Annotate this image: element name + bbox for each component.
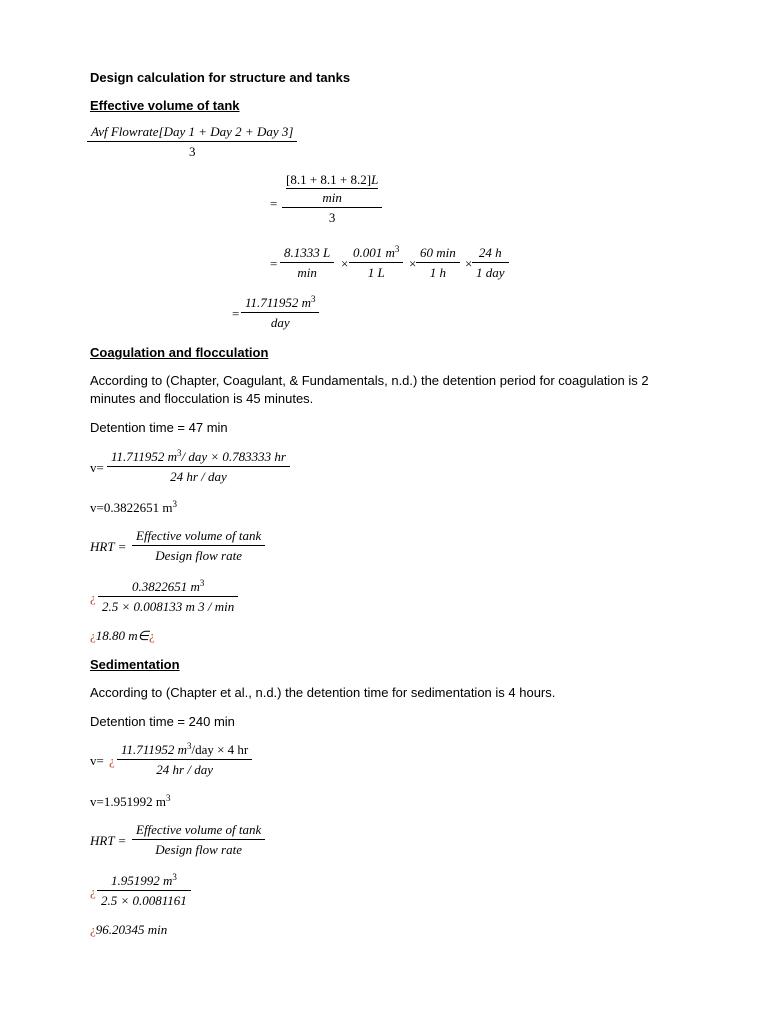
coag-hrt-fraction xyxy=(134,528,263,564)
step2-fraction-2 xyxy=(351,245,401,281)
equals-sign: = xyxy=(270,256,278,271)
coag-v-fraction xyxy=(109,449,288,485)
coagulation-detention-time: Detention time = 47 min xyxy=(90,420,228,435)
step2-f3-num: 60 min xyxy=(420,245,456,260)
step2-fraction-3 xyxy=(418,245,458,281)
sed-v-num: 11.711952 $m^3$/day × 4 hr xyxy=(121,741,249,757)
step2-f1-den: min xyxy=(280,262,334,281)
coag-hrt-calc-den: 2.5 × 0.008133 m 3 / min xyxy=(98,596,238,615)
inverted-question-mark: ¿ xyxy=(90,884,96,899)
v-label: v= xyxy=(90,460,104,475)
coag-v-den: 24 hr / day xyxy=(107,466,290,485)
coag-v-num: 11.711952 $m^3/$ day × 0.783333 hr xyxy=(111,448,286,464)
formula-denominator: 3 xyxy=(87,141,297,160)
inverted-question-mark: ¿ xyxy=(109,753,115,768)
sed-hrt-den: Design flow rate xyxy=(132,839,265,858)
sed-v-result: v=1.951992 $m^3$ xyxy=(90,793,171,809)
sed-v-den: 24 hr / day xyxy=(117,759,252,778)
sed-v-fraction xyxy=(119,742,250,778)
sed-hrt-calc-num: 1.951992 $m^3$ xyxy=(110,872,177,888)
sedimentation-paragraph: According to (Chapter et al., n.d.) the detention time for sedimentation is 4 hours. xyxy=(90,685,556,700)
step2-f4-num: 24 h xyxy=(478,245,502,260)
document-title: Design calculation for structure and tanks xyxy=(90,70,351,85)
step1-sum: [8.1 + 8.1 + 8.2] xyxy=(286,172,372,187)
formula-avg-flowrate xyxy=(89,124,295,160)
step2-fraction-4 xyxy=(474,245,507,281)
coagulation-paragraph: According to (Chapter, Coagulant, & Fundamentals, n.d.) the detention period for coagulation is 2 minutes and flocculation is 45 minutes. xyxy=(90,373,649,406)
step1-denominator: 3 xyxy=(282,207,382,226)
hrt-label: HRT = xyxy=(90,539,127,554)
equals-sign: = xyxy=(270,196,278,211)
hrt-label: HRT = xyxy=(90,833,127,848)
coag-v-result: v=0.3822651 $m^3$ xyxy=(90,499,177,515)
coag-hrt-calc-fraction xyxy=(100,579,236,615)
inverted-question-mark: ¿ xyxy=(90,590,96,605)
multiply-sign: × xyxy=(409,256,417,271)
coag-hrt-den: Design flow rate xyxy=(132,545,265,564)
step2-fraction-1 xyxy=(282,245,332,281)
multiply-sign: × xyxy=(341,256,349,271)
result-denominator: day xyxy=(241,312,319,331)
heading-effective-volume: Effective volume of tank xyxy=(90,98,240,113)
result-numerator: 11.711952 $m^3$ xyxy=(245,294,316,310)
step2-f2-num: 0.001 $m^3$ xyxy=(353,244,400,260)
sed-hrt-calc-den: 2.5 × 0.0081161 xyxy=(97,890,191,909)
step2-f2-den: 1 L xyxy=(349,262,403,281)
step2-f1-num: 8.1333 L xyxy=(284,245,331,260)
step1-numerator xyxy=(284,172,380,207)
multiply-sign: × xyxy=(465,256,473,271)
step1-fraction xyxy=(284,172,380,226)
formula-numerator: Avf Flowrate[Day 1 + Day 2 + Day 3] xyxy=(91,124,294,139)
coag-hrt-calc-num: 0.3822651 $m^3$ xyxy=(131,578,205,594)
heading-coagulation: Coagulation and flocculation xyxy=(90,345,269,360)
sed-hrt-result: ¿96.20345 min xyxy=(90,922,168,937)
heading-sedimentation: Sedimentation xyxy=(90,657,180,672)
step1-min: min xyxy=(286,188,378,206)
sed-hrt-num: Effective volume of tank xyxy=(136,822,262,837)
equals-sign: = xyxy=(232,306,240,321)
sed-hrt-fraction xyxy=(134,822,263,858)
sed-hrt-calc-fraction xyxy=(99,873,189,909)
step1-liters: L xyxy=(371,172,379,187)
effective-volume-result xyxy=(243,295,317,331)
sedimentation-detention-time: Detention time = 240 min xyxy=(90,714,235,729)
coag-hrt-result: ¿18.80 m∈¿ xyxy=(90,628,155,643)
coag-hrt-num: Effective volume of tank xyxy=(136,528,262,543)
v-label: v= xyxy=(90,753,104,768)
step2-f4-den: 1 day xyxy=(472,262,509,281)
step2-f3-den: 1 h xyxy=(416,262,460,281)
